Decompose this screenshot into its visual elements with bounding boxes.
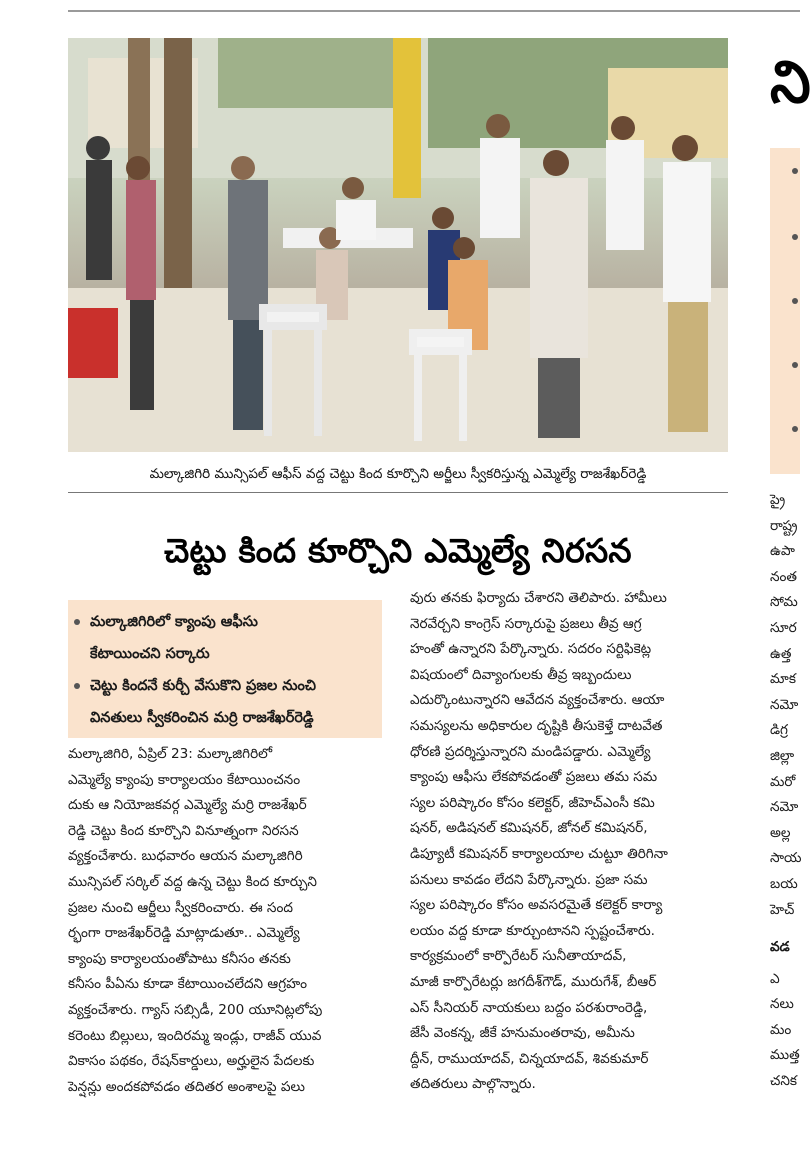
article-line: స్యల పరిష్కారం కోసం అవసరమైతే కలెక్టర్ కార్యా [410, 897, 663, 914]
bullet-icon [74, 683, 80, 689]
bullet-icon [792, 298, 798, 304]
news-photo [68, 38, 728, 452]
bullet-icon [792, 168, 798, 174]
article-line: ర్భంగా రాజశేఖర్‌రెడ్డి మాట్లాడుతూ.. ఎమ్మెల్యే [68, 925, 300, 942]
article-line: రెడ్డి చెట్టు కింద కూర్చొని వినూత్నంగా నిరసన [68, 822, 299, 839]
article-line: కరెంటు బిల్లులు, ఇందిరమ్మ ఇండ్లు, రాజీవ్ యువ [68, 1027, 322, 1044]
side-story-column: ప్రై రాష్ట్ర ఉపా నంత సోమ సూర ఉత్త మాక నమో డిగ్ర జిల్లా మరో నమో అల్ల సాయ బయ హెచ్ వడ ఎ నలు మం ముత్త చనిక [770, 492, 802, 1090]
article-line: ప్రజల నుంచి ఆర్జీలు స్వీకరించారు. ఈ సంద [68, 899, 293, 916]
article-line: విషయంలో దివ్యాంగులకు తీవ్ర ఇబ్బందులు [410, 666, 632, 683]
bullet-icon [792, 426, 798, 432]
news-photo-illustration [68, 38, 728, 452]
article-line: సమస్యలను అధికారుల దృష్టికి తీసుకెళ్తే దాటవేత [410, 717, 663, 734]
highlight-item: చెట్టు కిందనే కుర్చీ వేసుకొని ప్రజల నుంచి వినతులు స్వీకరించిన మర్రి రాజశేఖర్‌రెడ్డి [74, 670, 376, 734]
bullet-icon [74, 619, 80, 625]
article-line: ద్దీన్, రాముయాదవ్, చిన్నయాదవ్, శివకుమార్ [410, 1050, 649, 1067]
highlight-item: మల్కాజిగిరిలో క్యాంపు ఆఫీసు కేటాయించని సర్కారు [74, 606, 376, 670]
article-line: కార్యక్రమంలో కార్పొరేటర్ సునీతాయాదవ్, [410, 948, 627, 965]
caption-divider [68, 492, 728, 493]
article-line: పనులు కావడం లేదని పేర్కొన్నారు. ప్రజా సమ [410, 871, 648, 888]
article-line: మున్సిపల్ సర్కిల్ వద్ద ఉన్న చెట్టు కింద కూర్చుని [68, 873, 317, 890]
article-line: లయం వద్ద కూడా కూర్చుంటానని స్పష్టంచేశారు. [410, 922, 655, 939]
article-line: క్యాంపు కార్యాలయంతోపాటు కనీసం తనకు [68, 950, 291, 967]
side-story-headline: ని [770, 48, 811, 116]
article-line: వురు తనకు ఫిర్యాదు చేశారని తెలిపారు. హామీలు [410, 590, 667, 606]
article-line: మల్కాజిగిరి, ఏప్రిల్ 23: మల్కాజిగిరిలో [68, 746, 273, 762]
article-line: పెన్షన్లు అందకపోవడం తదితర అంశాలపై పలు [68, 1078, 305, 1095]
article-line: షనర్, అడిషనల్ కమిషనర్, జోనల్ కమిషనర్, [410, 820, 648, 837]
article-line: వికాసం పథకం, రేషన్‌కార్డులు, అర్హులైన పేదలకు [68, 1053, 315, 1070]
bullet-icon [792, 362, 798, 368]
article-line: వ్యక్తంచేశారు. బుధవారం ఆయన మల్కాజిగిరి [68, 848, 303, 865]
article-column-1 [68, 742, 396, 1100]
highlights-box [68, 600, 382, 738]
side-story-subhead: వడ [770, 939, 790, 956]
headline: చెట్టు కింద కూర్చొని ఎమ్మెల్యే నిరసన [164, 531, 632, 570]
article-line: జేసీ వెంకన్న, జీకే హనుమంతరావు, అమీను [410, 1025, 635, 1042]
article-line: డిప్యూటీ కమిషనర్ కార్యాలయాల చుట్టూ తిరిగినా [410, 845, 668, 862]
bullet-icon [792, 234, 798, 240]
article-line: నెరవేర్చని కాంగ్రెస్ సర్కారుపై ప్రజలు తీవ్ర ఆగ్ర [410, 615, 642, 632]
article-line: ఎమ్మెల్యే క్యాంపు కార్యాలయం కేటాయించనం [68, 771, 301, 788]
article-line: వ్యక్తంచేశారు. గ్యాస్ సబ్సిడీ, 200 యూనిట్లలోపు [68, 1001, 323, 1018]
top-rule [68, 10, 800, 12]
article-line: కనీసం పీఏను కూడా కేటాయించలేదని ఆగ్రహం [68, 976, 307, 993]
article-line: తదితరులు పాల్గొన్నారు. [410, 1076, 536, 1093]
article-line: మాజీ కార్పొరేటర్లు జగదీశ్‌గౌడ్, మురుగేశ్, బీఆర్ [410, 973, 657, 990]
article-line: క్యాంపు ఆఫీసు లేకపోవడంతో ప్రజలు తమ సమ [410, 769, 658, 786]
article-line: హంతో ఉన్నారని పేర్కొన్నారు. సదరం సర్టిఫికెట్ల [410, 641, 652, 658]
photo-caption: మల్కాజిగిరి మున్సిపల్ ఆఫీస్ వద్ద చెట్టు కింద కూర్చొని అర్జీలు స్వీకరిస్తున్న ఎమ్మెల్యే రాజశేఖర్‌రెడ్డి [149, 466, 647, 482]
article-line: స్యల పరిష్కారం కోసం కలెక్టర్, జీహెచ్ఎంసీ కమి [410, 794, 655, 811]
article-column-2 [410, 586, 730, 1098]
article-line: ఎస్ సీనియర్ నాయకులు బద్దం పరశురాంరెడ్డి, [410, 999, 648, 1016]
article-line: ఎదుర్కొంటున్నారని ఆవేదన వ్యక్తంచేశారు. ఆయా [410, 692, 665, 709]
article-line: ధోరణి ప్రదర్శిస్తున్నారని మండిపడ్డారు. ఎమ్మెల్యే [410, 743, 651, 760]
article-line: దుకు ఆ నియోజకవర్గ ఎమ్మెల్యే మర్రి రాజశేఖర్ [68, 797, 307, 814]
